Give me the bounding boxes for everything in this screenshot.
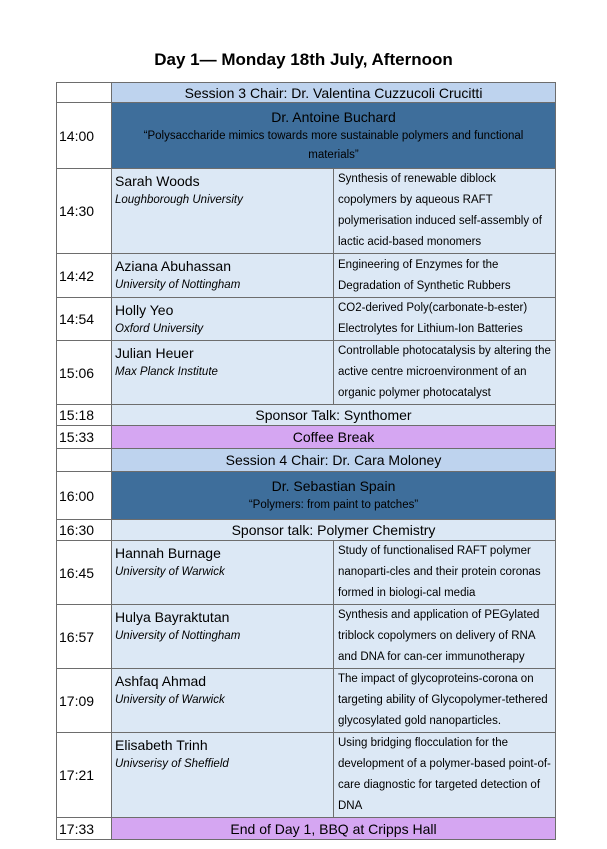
keynote-speaker: Dr. Antoine Buchard [271,108,396,125]
speaker-affiliation: University of Nottingham [115,279,241,291]
speaker-cell [112,298,334,341]
talk-title: CO2-derived Poly(carbonate-b-ester) Electrolytes for Lithium-Ion Batteries [334,298,556,341]
talk-title: Study of functionalised RAFT polymer nanoparti-cles and their protein coronas formed in biologi-cal media [334,541,556,605]
coffee-row [57,426,556,449]
session-3-header [112,83,556,103]
speaker-affiliation: Loughborough University [115,194,243,206]
speaker-name: Hannah Burnage [115,545,221,561]
time-cell: 17:33 [57,818,112,840]
keynote-row [57,472,556,520]
talk-row [57,541,556,605]
session-header-row [57,449,556,472]
speaker-name: Julian Heuer [115,345,194,361]
talk-title: Engineering of Enzymes for the Degradation of Synthetic Rubbers [334,254,556,298]
speaker-cell [112,254,334,298]
talk-row [57,669,556,733]
speaker-name: Sarah Woods [115,173,200,189]
speaker-affiliation: University of Warwick [115,566,225,578]
sponsor-talk-label: Sponsor Talk: Synthomer [112,405,556,426]
coffee-break-label: Coffee Break [112,426,556,449]
keynote-speaker: Dr. Sebastian Spain [271,478,396,494]
end-of-day-label: End of Day 1, BBQ at Cripps Hall [112,818,556,840]
speaker-name: Hulya Bayraktutan [115,609,230,625]
keynote-cell [112,103,556,169]
talk-title: The impact of glycoproteins-corona on targeting ability of Glycopolymer-tethered glycosylated gold nanoparticles. [334,669,556,733]
time-cell: 14:54 [57,298,112,341]
keynote-talk-title: “Polysaccharide mimics towards more sustainable polymers and functional materials” [143,129,524,161]
time-cell: 15:06 [57,341,112,405]
time-cell: 14:30 [57,169,112,254]
speaker-name: Elisabeth Trinh [115,737,208,753]
time-cell: 14:42 [57,254,112,298]
talk-row [57,605,556,669]
keynote-row [57,103,556,169]
time-cell: 15:18 [57,405,112,426]
session-chair: Chair: Dr. Cara Moloney [291,452,442,468]
talk-row [57,733,556,818]
talk-title: Synthesis and application of PEGylated triblock copolymers on delivery of RNA and DNA for can-cer immunotherapy [334,605,556,669]
speaker-cell [112,169,334,254]
time-cell: 17:09 [57,669,112,733]
time-cell: 14:00 [57,103,112,169]
talk-title: Controllable photocatalysis by altering the active centre microenvironment of an organic polymer photocatalyst [334,341,556,405]
speaker-name: Aziana Abuhassan [115,258,231,274]
session-4-header [112,449,556,472]
time-cell: 16:00 [57,472,112,520]
time-cell: 16:45 [57,541,112,605]
speaker-affiliation: Max Planck Institute [115,366,218,378]
keynote-talk-title: “Polymers: from paint to patches” [248,499,419,511]
time-cell: 16:57 [57,605,112,669]
speaker-affiliation: Oxford University [115,323,204,335]
session-header-row [57,83,556,103]
time-cell [57,449,112,472]
page-title: Day 1— Monday 18th July, Afternoon [154,50,453,69]
speaker-affiliation: University of Warwick [115,694,225,706]
end-row [57,818,556,840]
talk-title: Using bridging flocculation for the development of a polymer-based point-of-care diagnostic for targeted detection of DNA [334,733,556,818]
session-label: Session 4 [225,452,288,468]
talk-row [57,169,556,254]
speaker-cell [112,669,334,733]
sponsor-row [57,520,556,541]
time-cell: 16:30 [57,520,112,541]
speaker-cell [112,605,334,669]
keynote-cell [112,472,556,520]
speaker-affiliation: Univserisy of Sheffield [115,758,229,770]
time-cell: 17:21 [57,733,112,818]
speaker-cell [112,733,334,818]
talk-title: Synthesis of renewable diblock copolymers by aqueous RAFT polymerisation induced self-assembly of lactic acid-based monomers [334,169,556,254]
time-cell [57,83,112,103]
sponsor-talk-label: Sponsor talk: Polymer Chemistry [112,520,556,541]
session-chair: Chair: Dr. Valentina Cuzzucoli Crucitti [250,84,483,101]
time-cell: 15:33 [57,426,112,449]
speaker-cell [112,541,334,605]
session-label: Session 3 [184,84,247,101]
schedule-table [56,82,556,840]
sponsor-row [57,405,556,426]
talk-row [57,341,556,405]
speaker-cell [112,341,334,405]
speaker-affiliation: University of Nottingham [115,630,241,642]
talk-row [57,298,556,341]
speaker-name: Ashfaq Ahmad [115,673,207,689]
speaker-name: Holly Yeo [115,302,174,318]
talk-row [57,254,556,298]
